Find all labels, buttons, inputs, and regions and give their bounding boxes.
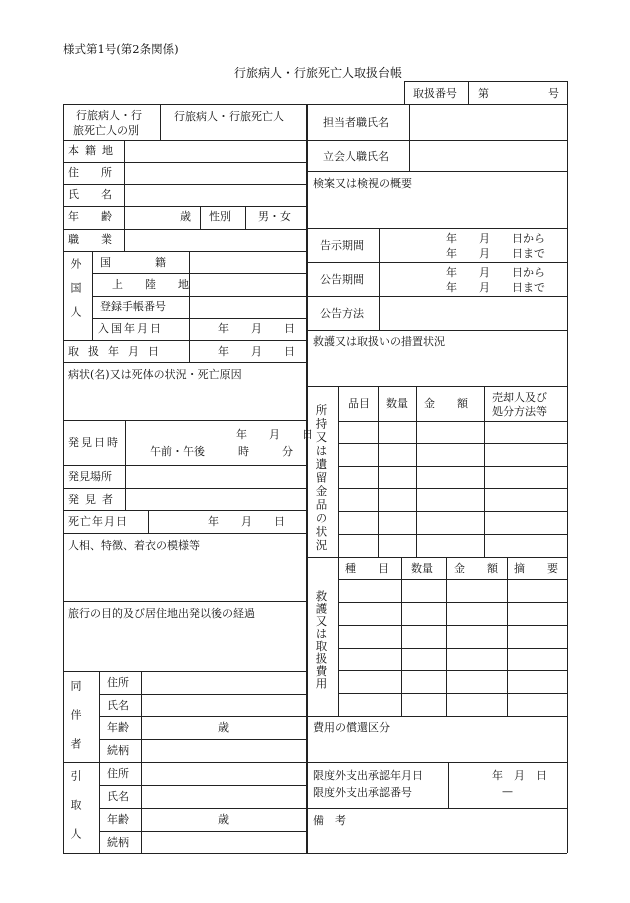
finder-label: 発見者 (68, 493, 119, 506)
public-period-label: 公告期間 (320, 273, 364, 286)
belongings-label: 所持又は遺留金品の状況 (314, 404, 329, 553)
frame-bottom (63, 853, 567, 854)
classification-label-1: 行旅病人・行 (76, 109, 142, 122)
form-number: 様式第1号(第2条関係) (63, 42, 179, 56)
r-line-15 (338, 579, 567, 580)
r-line-2 (306, 171, 567, 172)
approval-date-label: 限度外支出承認年月日 (313, 769, 423, 782)
address-label: 住 所 (68, 166, 112, 179)
r-line-11 (338, 488, 567, 489)
l-v-sex1 (200, 206, 201, 229)
appearance-label: 人相、特徴、着衣の模様等 (68, 539, 200, 552)
l-line-21 (99, 739, 306, 740)
classification-label-2: 旅死亡人の別 (73, 124, 139, 137)
found-datetime-label: 発見日時 (68, 436, 120, 449)
r-line-20 (338, 693, 567, 694)
l-line-24 (99, 808, 306, 809)
frame-left (63, 104, 64, 853)
r-line-23 (306, 808, 567, 809)
l-v-class (160, 104, 161, 140)
col-item: 品目 (348, 397, 370, 410)
col-sold-1: 売却人及び (492, 391, 547, 404)
r-line-9 (338, 443, 567, 444)
domicile-label: 本籍地 (68, 144, 119, 157)
receiver-age: 年齢 (107, 813, 129, 826)
l-line-5 (63, 229, 306, 230)
col-kind: 種 目 (345, 562, 389, 575)
companion-age-unit: 歳 (218, 721, 229, 734)
hn-mid (468, 81, 469, 104)
companion-address: 住所 (107, 676, 129, 689)
found-place-label: 発見場所 (68, 470, 112, 483)
sex-value: 男・女 (258, 210, 291, 223)
r-line-12 (338, 511, 567, 512)
receiver-relation: 続柄 (107, 836, 129, 849)
found-time-value: 午前・午後 時 分 (150, 445, 293, 458)
notice-period-label: 告示期間 (320, 239, 364, 252)
r-v-approval (448, 762, 449, 808)
hn-top (404, 81, 567, 82)
public-from: 年 月 日から (446, 266, 545, 279)
r-v-table-left (338, 386, 339, 716)
r-line-22 (306, 762, 567, 763)
col-summary: 摘 要 (514, 562, 558, 575)
occupation-label: 職 業 (68, 233, 112, 246)
officer-label: 担当者職氏名 (323, 116, 389, 129)
l-v-found (125, 420, 126, 465)
l-line-2 (63, 162, 306, 163)
l-line-25 (99, 831, 306, 832)
l-line-14 (63, 488, 306, 489)
r-line-17 (338, 625, 567, 626)
r-line-19 (338, 670, 567, 671)
r-v-t1-b (416, 386, 417, 557)
l-v-death (148, 510, 149, 533)
center-divider (306, 104, 308, 853)
l-line-8 (92, 296, 306, 297)
handling-dai: 第 (478, 87, 489, 100)
l-line-9 (92, 318, 306, 319)
reimbursement-label: 費用の償還区分 (313, 721, 390, 734)
l-v-comp1 (99, 671, 100, 853)
l-line-6 (63, 251, 306, 252)
companion-relation: 続柄 (107, 744, 129, 757)
r-line-14 (306, 557, 567, 558)
expense-label: 救護又は取扱費用 (314, 590, 329, 690)
col-qty2: 数量 (411, 562, 433, 575)
r-line-13 (338, 534, 567, 535)
l-line-19 (99, 694, 306, 695)
receiver-name: 氏名 (107, 790, 129, 803)
travel-purpose-label: 旅行の目的及び居住地出発以後の経過 (68, 607, 255, 620)
frame-right (567, 104, 568, 853)
r-line-1 (306, 140, 567, 141)
r-line-18 (338, 648, 567, 649)
public-to: 年 月 日まで (446, 281, 545, 294)
approval-no-value: — (502, 785, 513, 798)
name-label: 氏 名 (68, 188, 112, 201)
witness-label: 立会人職氏名 (323, 150, 389, 163)
sex-label: 性別 (209, 210, 231, 223)
l-line-4 (63, 206, 306, 207)
r-line-21 (306, 716, 567, 717)
col-amount: 金 額 (424, 397, 468, 410)
r-v-t2-a (401, 557, 402, 716)
l-line-23 (99, 785, 306, 786)
r-v-t1-a (378, 386, 379, 557)
notice-from: 年 月 日から (446, 232, 545, 245)
entry-date-label: 入国年月日 (98, 322, 163, 335)
l-line-11 (63, 362, 306, 363)
found-date-value: 年 月 日 (236, 428, 313, 441)
frame-top (63, 104, 567, 105)
l-line-10 (63, 340, 306, 341)
inspection-label: 検案又は検視の概要 (313, 177, 412, 190)
col-sold-2: 処分方法等 (492, 405, 547, 418)
relief-status-label: 救護又は取扱いの措置状況 (313, 335, 445, 348)
r-line-4 (306, 262, 567, 263)
approval-date-value: 年 月 日 (492, 769, 547, 782)
r-line-8 (338, 421, 567, 422)
l-line-12 (63, 420, 306, 421)
age-unit: 歳 (180, 210, 191, 223)
r-line-16 (338, 602, 567, 603)
r-line-6 (306, 330, 567, 331)
companion-age: 年齢 (107, 721, 129, 734)
nationality-label: 国 籍 (100, 256, 166, 269)
r-v-t2-c (507, 557, 508, 716)
r-line-10 (338, 466, 567, 467)
l-v-comp2 (141, 671, 142, 853)
public-method-label: 公告方法 (320, 307, 364, 320)
hn-right (567, 81, 568, 104)
l-v-labels (124, 140, 125, 251)
classification-value: 行旅病人・行旅死亡人 (174, 110, 284, 123)
l-line-15 (63, 510, 306, 511)
age-label: 年 齢 (68, 210, 112, 223)
condition-label: 病状(名)又は死体の状況・死亡原因 (68, 368, 242, 381)
r-line-7 (306, 386, 567, 387)
entry-date-value: 年 月 日 (218, 322, 295, 335)
l-line-7 (92, 273, 306, 274)
handling-date-value: 年 月 日 (218, 345, 295, 358)
notice-to: 年 月 日まで (446, 247, 545, 260)
handling-go: 号 (548, 87, 559, 100)
companion-name: 氏名 (107, 699, 129, 712)
death-date-value: 年 月 日 (208, 515, 285, 528)
hn-left (404, 81, 405, 104)
death-date-label: 死亡年月日 (68, 515, 128, 528)
approval-no-label: 限度外支出承認番号 (313, 786, 412, 799)
r-v-t1-c (484, 386, 485, 557)
l-line-1 (63, 140, 306, 141)
remarks-label: 備 考 (313, 814, 346, 827)
l-line-20 (99, 716, 306, 717)
r-line-5 (306, 296, 567, 297)
handling-date-label: 取扱年月日 (68, 345, 168, 358)
l-line-3 (63, 184, 306, 185)
landing-place-label: 上 陸 地 (112, 278, 189, 291)
companion-label: 同伴者 (69, 680, 82, 767)
l-v-foreign-fields (189, 251, 190, 362)
receiver-label: 引取人 (69, 770, 82, 857)
l-line-16 (63, 533, 306, 534)
foreigner-label: 外国人 (69, 258, 82, 330)
l-line-13 (63, 465, 306, 466)
receiver-age-unit: 歳 (218, 813, 229, 826)
col-amount2: 金 額 (454, 562, 498, 575)
receiver-address: 住所 (107, 767, 129, 780)
registry-no-label: 登録手帳番号 (100, 300, 166, 313)
page-title: 行旅病人・行旅死亡人取扱台帳 (234, 66, 403, 80)
l-v-foreigner (92, 251, 93, 340)
handling-no-label: 取扱番号 (413, 87, 457, 100)
r-v-t2-b (446, 557, 447, 716)
l-v-sex2 (245, 206, 246, 229)
l-line-17 (63, 601, 306, 602)
r-v-officer (409, 104, 410, 171)
col-qty: 数量 (386, 397, 408, 410)
r-line-3 (306, 228, 567, 229)
l-v-found2 (125, 465, 126, 510)
r-v-period (379, 228, 380, 330)
